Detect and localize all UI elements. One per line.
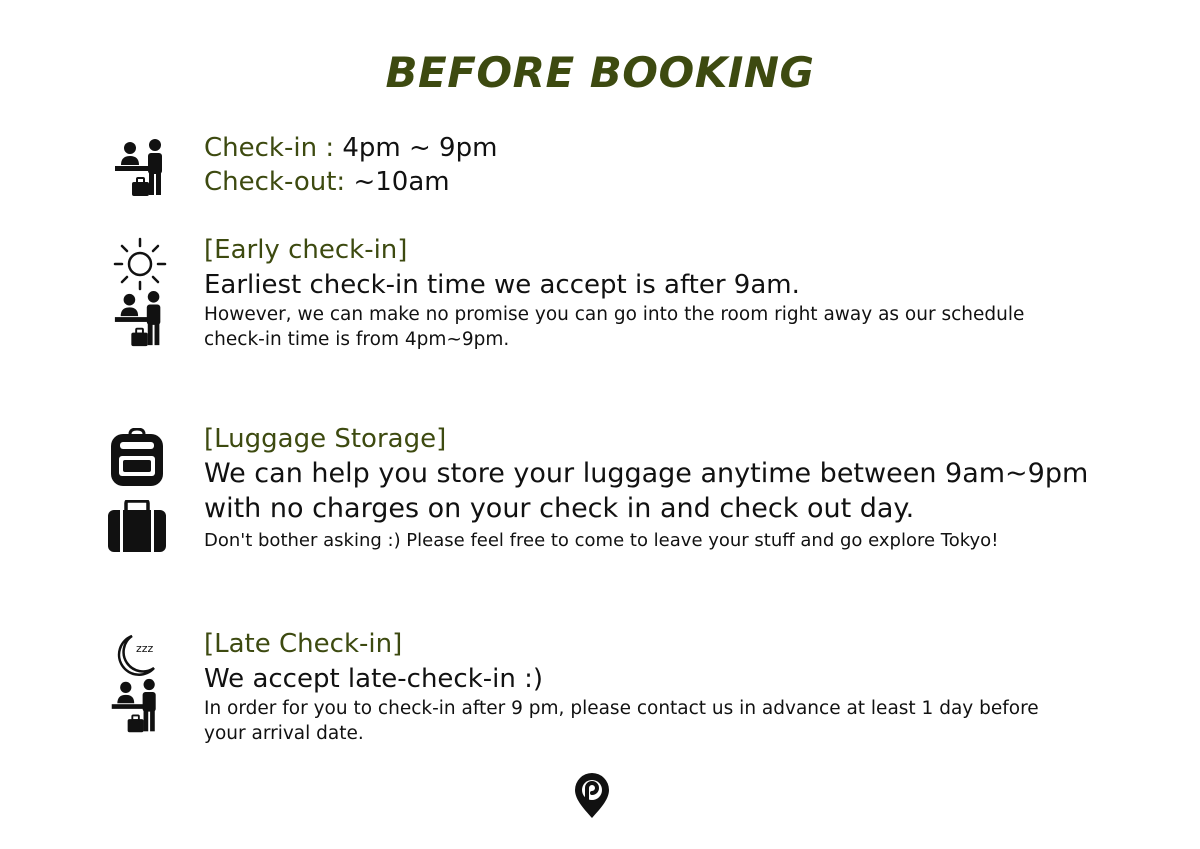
early-checkin-main: Earliest check-in time we accept is after 9am. [204,270,800,300]
luggage-note: Don't bother asking :) Please feel free to come to leave your stuff and go explore Tokyo! [204,530,999,551]
moon-zzz: zzz [136,642,154,655]
early-checkin-note: However, we can make no promise you can go into the room right away as our schedule check-in time is from 4pm~9pm. [204,304,1025,350]
reception-desk-icon [112,290,170,350]
luggage-heading: [Luggage Storage] [204,424,447,454]
late-checkin-note: In order for you to check-in after 9 pm, please contact us in advance at least 1 day before your arrival date. [204,698,1039,744]
sun-icon [112,236,168,292]
reception-desk-icon [108,678,166,736]
checkin-label: Check-in : [204,133,335,163]
luggage-line-2: with no charges on your check in and check out day. [204,493,915,524]
location-pin-logo-icon [573,772,611,820]
late-checkin-heading: [Late Check-in] [204,629,403,659]
late-checkin-main: We accept late-check-in :) [204,664,544,694]
luggage-line-1: We can help you store your luggage anytime between 9am~9pm [204,458,1089,489]
checkin-time: 4pm ~ 9pm [342,133,498,163]
page-title: BEFORE BOOKING [385,48,815,97]
suitcase-icon [106,500,168,554]
moon-icon [112,632,168,680]
early-checkin-heading: [Early check-in] [204,235,408,265]
reception-desk-icon [112,138,172,200]
checkout-time: ~10am [353,167,450,197]
backpack-icon [108,428,166,488]
checkout-label: Check-out: [204,167,346,197]
